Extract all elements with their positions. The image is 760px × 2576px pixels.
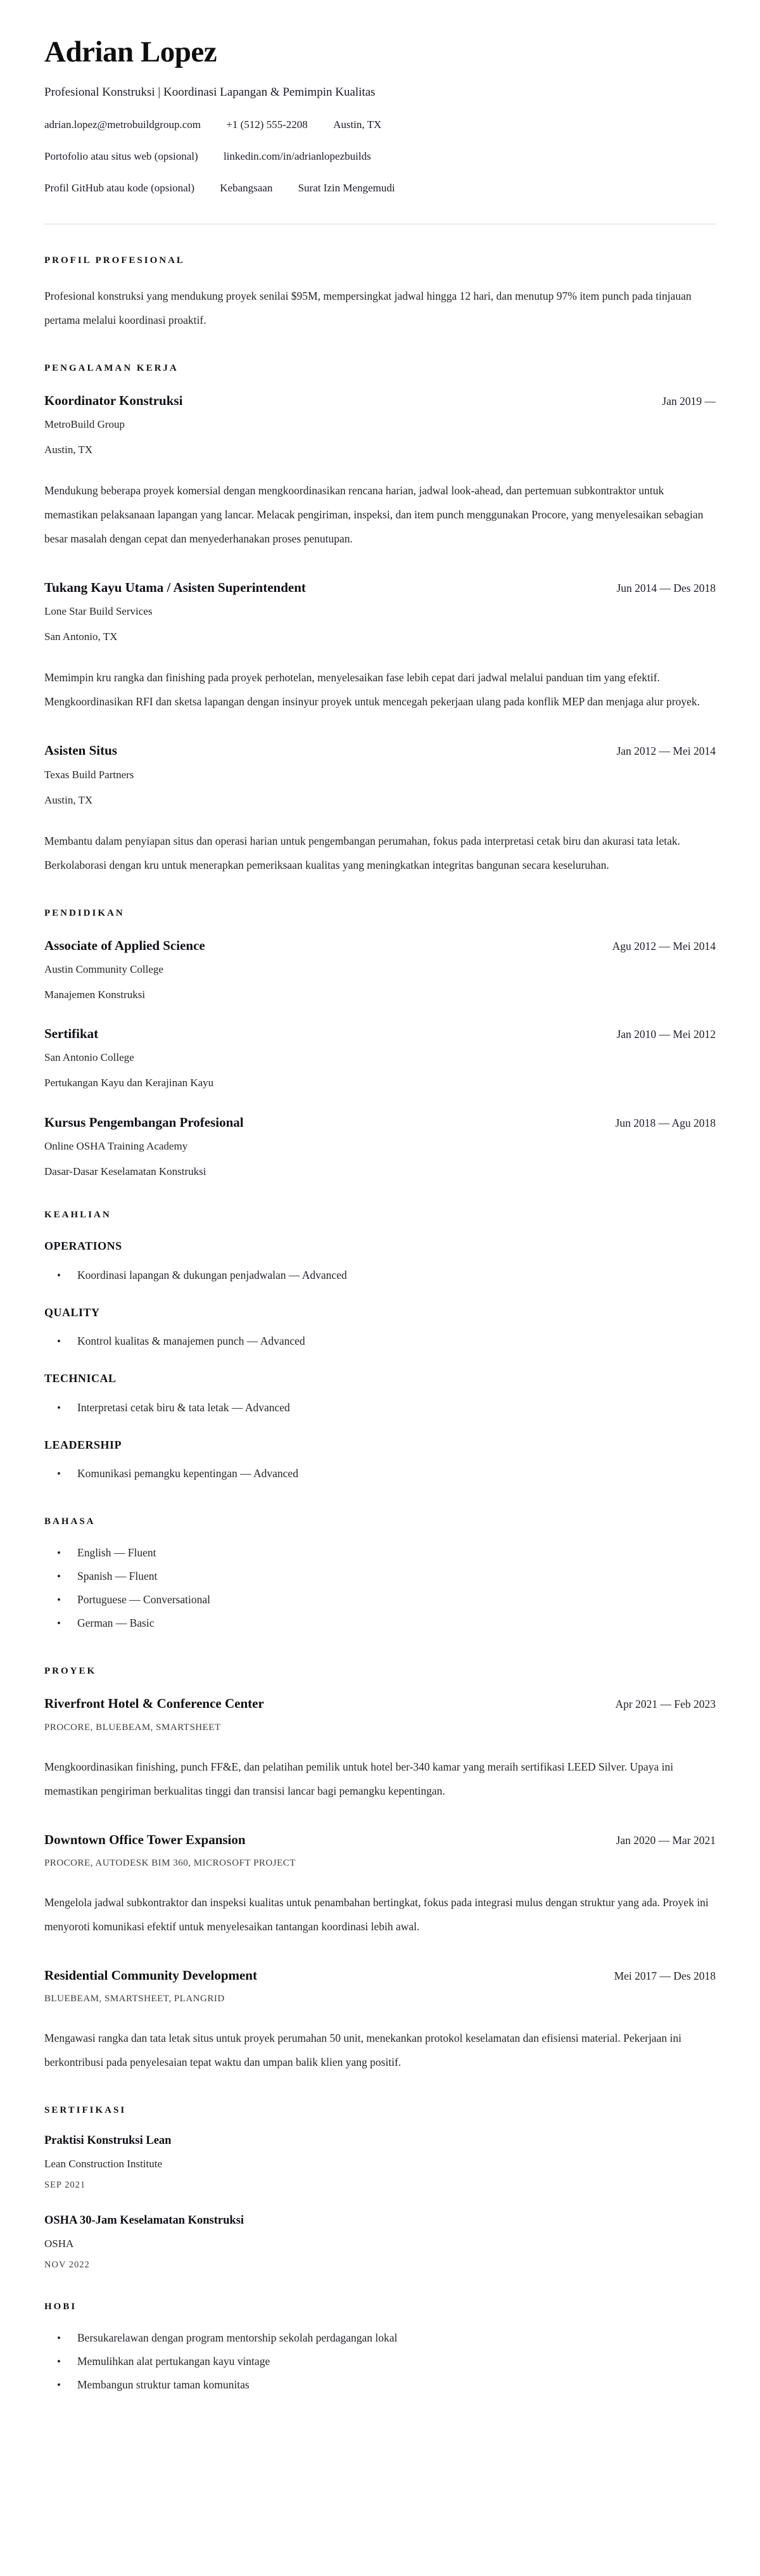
job-title: Koordinator Konstruksi bbox=[44, 392, 183, 408]
section-heading-skills: KEAHLIAN bbox=[44, 1209, 111, 1220]
certification-name: OSHA 30-Jam Keselamatan Konstruksi bbox=[44, 2214, 244, 2227]
section-heading-certifications: SERTIFIKASI bbox=[44, 2105, 127, 2115]
field-of-study: Dasar-Dasar Keselamatan Konstruksi bbox=[44, 1165, 206, 1177]
contact-github: Profil GitHub atau kode (opsional) bbox=[44, 181, 195, 194]
section-education bbox=[44, 907, 716, 1179]
project-description: Mengkoordinasikan finishing, punch FF&E, dan pelatihan pemilik untuk hotel ber-340 kamar yang meraih sertifikasi LEED Silver. Upaya ini memastikan pengiriman berkualitas tinggi dan transisi lancar bagi pemangku kepentingan. bbox=[44, 1760, 674, 1797]
skill-list bbox=[44, 1264, 716, 1287]
education-dates: Jun 2018 — Agu 2018 bbox=[615, 1116, 716, 1129]
education-dates: Agu 2012 — Mei 2014 bbox=[612, 939, 716, 952]
project-header bbox=[44, 1832, 716, 1848]
job-dates: Jan 2012 — Mei 2014 bbox=[616, 745, 716, 758]
degree-title: Associate of Applied Science bbox=[44, 937, 205, 953]
skill-category-name: QUALITY bbox=[44, 1305, 100, 1319]
skill-list bbox=[44, 1396, 716, 1419]
job-title: Asisten Situs bbox=[44, 743, 117, 759]
project-dates: Apr 2021 — Feb 2023 bbox=[615, 1698, 716, 1711]
contact-nationality: Kebangsaan bbox=[220, 181, 273, 194]
project-entry bbox=[44, 1968, 716, 2074]
education-header bbox=[44, 1026, 716, 1042]
contact-phone: +1 (512) 555-2208 bbox=[226, 118, 308, 131]
language-list bbox=[44, 1541, 716, 1635]
job-entry bbox=[44, 580, 716, 714]
project-header bbox=[44, 1696, 716, 1712]
section-heading-experience: PENGALAMAN KERJA bbox=[44, 362, 179, 373]
professional-subtitle: Profesional Konstruksi | Koordinasi Lapangan & Pemimpin Kualitas bbox=[44, 85, 376, 99]
contact-row-2 bbox=[44, 150, 716, 163]
hobby-item: • Bersukarelawan dengan program mentorship sekolah perdagangan lokal bbox=[44, 2326, 716, 2350]
field-of-study: Manajemen Konstruksi bbox=[44, 989, 146, 1001]
certification-entry bbox=[44, 2134, 716, 2191]
school-name: Austin Community College bbox=[44, 963, 163, 975]
job-header bbox=[44, 393, 716, 409]
contact-portfolio: Portofolio atau situs web (opsional) bbox=[44, 150, 198, 162]
contact-row-3 bbox=[44, 182, 716, 195]
skill-category bbox=[44, 1240, 716, 1287]
school-name: San Antonio College bbox=[44, 1051, 134, 1064]
job-description: Memimpin kru rangka dan finishing pada proyek perhotelan, menyelesaikan fase lebih cepat dari jadwal melalui panduan tim yang efektif. Mengkoordinasikan RFI dan sketsa lapangan dengan insinyur proyek untuk mencegah pekerjaan ulang pada konflik MEP dan menjaga alur proyek. bbox=[44, 671, 700, 708]
section-certifications bbox=[44, 2105, 716, 2271]
project-entry bbox=[44, 1832, 716, 1938]
certification-issuer: Lean Construction Institute bbox=[44, 2158, 163, 2170]
section-hobbies bbox=[44, 2301, 716, 2397]
degree-title: Sertifikat bbox=[44, 1026, 99, 1042]
contact-linkedin: linkedin.com/in/adrianlopezbuilds bbox=[223, 150, 371, 162]
page-title: Adrian Lopez bbox=[44, 35, 217, 68]
skill-item: • Kontrol kualitas & manajemen punch — Advanced bbox=[44, 1330, 716, 1353]
resume-header bbox=[44, 36, 716, 195]
job-header bbox=[44, 580, 716, 596]
profile-summary: Profesional konstruksi yang mendukung proyek senilai $95M, mempersingkat jadwal hingga 12 hari, dan menutup 97% item punch pada tinjauan pertama melalui koordinasi proaktif. bbox=[44, 289, 692, 326]
skill-category bbox=[44, 1372, 716, 1419]
job-header bbox=[44, 743, 716, 759]
skill-category-name: TECHNICAL bbox=[44, 1372, 117, 1385]
skill-list bbox=[44, 1462, 716, 1485]
project-description: Mengelola jadwal subkontraktor dan inspeksi kualitas untuk penambahan bertingkat, fokus pada integrasi mulus dengan struktur yang ada. Proyek ini menyoroti komunikasi efektif untuk menyelesaikan tantangan koordinasi lebih awal. bbox=[44, 1895, 709, 1933]
skill-category bbox=[44, 1439, 716, 1486]
contact-email: adrian.lopez@metrobuildgroup.com bbox=[44, 118, 201, 131]
job-dates: Jun 2014 — Des 2018 bbox=[616, 582, 716, 595]
project-title: Downtown Office Tower Expansion bbox=[44, 1831, 246, 1847]
job-title: Tukang Kayu Utama / Asisten Superintendent bbox=[44, 580, 306, 596]
section-skills bbox=[44, 1209, 716, 1485]
education-header bbox=[44, 1115, 716, 1131]
section-heading-languages: BAHASA bbox=[44, 1516, 96, 1527]
education-dates: Jan 2010 — Mei 2012 bbox=[616, 1028, 716, 1041]
hobby-list bbox=[44, 2326, 716, 2397]
education-entry bbox=[44, 1026, 716, 1090]
job-company: Texas Build Partners bbox=[44, 768, 134, 781]
hobby-item: • Memulihkan alat pertukangan kayu vintage bbox=[44, 2350, 716, 2373]
education-header bbox=[44, 938, 716, 954]
school-name: Online OSHA Training Academy bbox=[44, 1139, 188, 1152]
skill-list bbox=[44, 1330, 716, 1353]
hobby-item: • Membangun struktur taman komunitas bbox=[44, 2373, 716, 2397]
section-heading-education: PENDIDIKAN bbox=[44, 907, 125, 918]
project-tech: BLUEBEAM, SMARTSHEET, PLANGRID bbox=[44, 1993, 225, 2004]
job-location: Austin, TX bbox=[44, 793, 93, 806]
section-heading-profile: PROFIL PROFESIONAL bbox=[44, 255, 185, 266]
skill-item: • Komunikasi pemangku kepentingan — Advanced bbox=[44, 1462, 716, 1485]
section-heading-projects: PROYEK bbox=[44, 1666, 97, 1677]
project-description: Mengawasi rangka dan tata letak situs untuk proyek perumahan 50 unit, menekankan protokol keselamatan dan efisiensi material. Pekerjaan ini berkontribusi pada penyelesaian tepat waktu dan umpan balik klien yang positif. bbox=[44, 2031, 681, 2068]
job-entry bbox=[44, 743, 716, 876]
section-projects bbox=[44, 1665, 716, 2074]
education-entry bbox=[44, 938, 716, 1002]
skill-item: • Koordinasi lapangan & dukungan penjadwalan — Advanced bbox=[44, 1264, 716, 1287]
job-entry bbox=[44, 393, 716, 551]
project-entry bbox=[44, 1696, 716, 1802]
degree-title: Kursus Pengembangan Profesional bbox=[44, 1114, 244, 1130]
section-languages bbox=[44, 1516, 716, 1635]
language-item: • German — Basic bbox=[44, 1612, 716, 1635]
skill-category-name: LEADERSHIP bbox=[44, 1438, 122, 1451]
project-header bbox=[44, 1968, 716, 1983]
job-description: Membantu dalam penyiapan situs dan operasi harian untuk pengembangan perumahan, fokus pada interpretasi cetak biru dan akurasi tata letak. Berkolaborasi dengan kru untuk menerapkan pemeriksaan kualitas yang meningkatkan integritas bangunan secara keseluruhan. bbox=[44, 834, 680, 871]
project-tech: PROCORE, BLUEBEAM, SMARTSHEET bbox=[44, 1722, 221, 1733]
certification-date: NOV 2022 bbox=[44, 2260, 90, 2271]
project-title: Riverfront Hotel & Conference Center bbox=[44, 1696, 264, 1712]
certification-name: Praktisi Konstruksi Lean bbox=[44, 2134, 172, 2147]
job-description: Mendukung beberapa proyek komersial dengan mengkoordinasikan rencana harian, jadwal look-ahead, dan pertemuan subkontraktor untuk memastikan pelaksanaan lapangan yang lancar. Melacak pengiriman, inspeksi, dan item punch menggunakan Procore, yang menyelesaikan sebagian besar masalah dengan cepat dan menyederhanakan proses penutupan. bbox=[44, 484, 704, 546]
language-item: • Portuguese — Conversational bbox=[44, 1588, 716, 1612]
certification-entry bbox=[44, 2214, 716, 2271]
skill-item: • Interpretasi cetak biru & tata letak — Advanced bbox=[44, 1396, 716, 1419]
certification-issuer: OSHA bbox=[44, 2238, 74, 2250]
job-location: San Antonio, TX bbox=[44, 631, 118, 643]
project-title: Residential Community Development bbox=[44, 1967, 257, 1983]
contact-location: Austin, TX bbox=[333, 118, 382, 131]
certification-date: SEP 2021 bbox=[44, 2180, 86, 2190]
section-experience bbox=[44, 362, 716, 877]
project-dates: Jan 2020 — Mar 2021 bbox=[616, 1833, 716, 1847]
job-company: Lone Star Build Services bbox=[44, 605, 153, 618]
job-dates: Jan 2019 — bbox=[662, 394, 716, 407]
job-location: Austin, TX bbox=[44, 443, 93, 456]
project-tech: PROCORE, AUTODESK BIM 360, MICROSOFT PROJECT bbox=[44, 1857, 296, 1868]
section-profile bbox=[44, 255, 716, 332]
field-of-study: Pertukangan Kayu dan Kerajinan Kayu bbox=[44, 1077, 214, 1089]
skill-category bbox=[44, 1306, 716, 1354]
contact-driving-license: Surat Izin Mengemudi bbox=[298, 181, 395, 194]
section-heading-hobbies: HOBI bbox=[44, 2302, 77, 2312]
education-entry bbox=[44, 1115, 716, 1179]
skill-category-name: OPERATIONS bbox=[44, 1239, 122, 1252]
job-company: MetroBuild Group bbox=[44, 418, 125, 430]
language-item: • English — Fluent bbox=[44, 1541, 716, 1565]
language-item: • Spanish — Fluent bbox=[44, 1565, 716, 1588]
contact-row-1 bbox=[44, 119, 716, 131]
project-dates: Mei 2017 — Des 2018 bbox=[614, 1969, 716, 1982]
